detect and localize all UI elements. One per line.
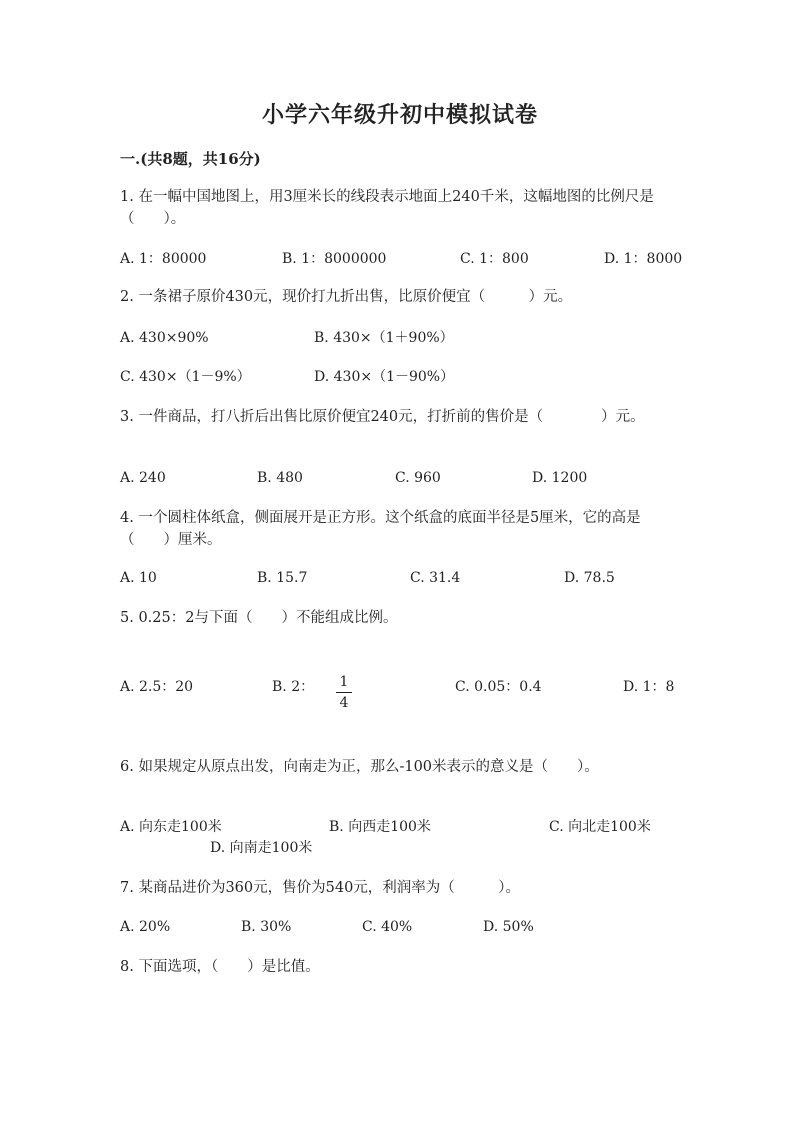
question-1: 1. 在一幅中国地图上，用3厘米长的线段表示地面上240千米，这幅地图的比例尺是（ ）。: [120, 189, 654, 227]
q5-option-b[interactable]: B. 2：: [272, 679, 315, 695]
question-3: 3. 一件商品，打八折后出售比原价便宜240元，打折前的售价是（ ）元。: [120, 409, 645, 425]
q3-option-b[interactable]: B. 480: [257, 470, 303, 486]
q1-option-a[interactable]: A. 1：80000: [120, 251, 207, 267]
fraction-one-quarter: [336, 674, 352, 711]
q2-option-b[interactable]: B. 430×（1＋90%）: [314, 330, 454, 346]
q5-option-c[interactable]: C. 0.05：0.4: [455, 679, 542, 695]
section-header: 一.(共8题，共16分): [120, 150, 261, 168]
q7-option-c[interactable]: C. 40%: [362, 919, 413, 935]
question-4: 4. 一个圆柱体纸盒，侧面展开是正方形。这个纸盒的底面半径是5厘米，它的高是（ ）厘米。: [120, 510, 641, 548]
q1-option-d[interactable]: D. 1：8000: [604, 251, 683, 267]
question-6: 6. 如果规定从原点出发，向南走为正，那么-100米表示的意义是（ ）。: [120, 759, 599, 775]
q4-option-a[interactable]: A. 10: [120, 570, 157, 586]
q5-option-a[interactable]: A. 2.5：20: [120, 679, 194, 695]
question-2: 2. 一条裙子原价430元，现价打九折出售，比原价便宜（ ）元。: [120, 289, 573, 305]
q6-option-b[interactable]: B. 向西走100米: [329, 819, 431, 835]
q3-option-d[interactable]: D. 1200: [532, 470, 588, 486]
q2-option-d[interactable]: D. 430×（1－90%）: [314, 369, 455, 385]
q2-option-a[interactable]: A. 430×90%: [120, 330, 209, 346]
q7-option-b[interactable]: B. 30%: [241, 919, 292, 935]
q6-option-c[interactable]: C. 向北走100米: [549, 819, 651, 835]
q7-option-d[interactable]: D. 50%: [483, 919, 534, 935]
q4-option-d[interactable]: D. 78.5: [564, 570, 615, 586]
question-5: 5. 0.25：2与下面（ ）不能组成比例。: [120, 610, 398, 626]
q1-option-b[interactable]: B. 1：8000000: [282, 251, 387, 267]
fraction-numerator: 1: [339, 674, 349, 690]
q4-option-b[interactable]: B. 15.7: [257, 570, 308, 586]
page-title: 小学六年级升初中模拟试卷: [261, 102, 538, 128]
q4-option-c[interactable]: C. 31.4: [410, 570, 461, 586]
q2-option-c[interactable]: C. 430×（1－9%）: [120, 369, 251, 385]
question-7: 7. 某商品进价为360元，售价为540元，利润率为（ ）。: [120, 880, 521, 896]
q5-option-d[interactable]: D. 1：8: [623, 679, 675, 695]
q3-option-a[interactable]: A. 240: [120, 470, 166, 486]
q6-option-a[interactable]: A. 向东走100米: [120, 819, 222, 835]
fraction-bar: [336, 692, 352, 693]
question-8: 8. 下面选项，（ ）是比值。: [120, 959, 320, 975]
q1-option-c[interactable]: C. 1：800: [460, 251, 529, 267]
fraction-denominator: 4: [339, 695, 349, 711]
q6-option-d[interactable]: D. 向南走100米: [210, 840, 313, 856]
q3-option-c[interactable]: C. 960: [395, 470, 441, 486]
q7-option-a[interactable]: A. 20%: [120, 919, 171, 935]
